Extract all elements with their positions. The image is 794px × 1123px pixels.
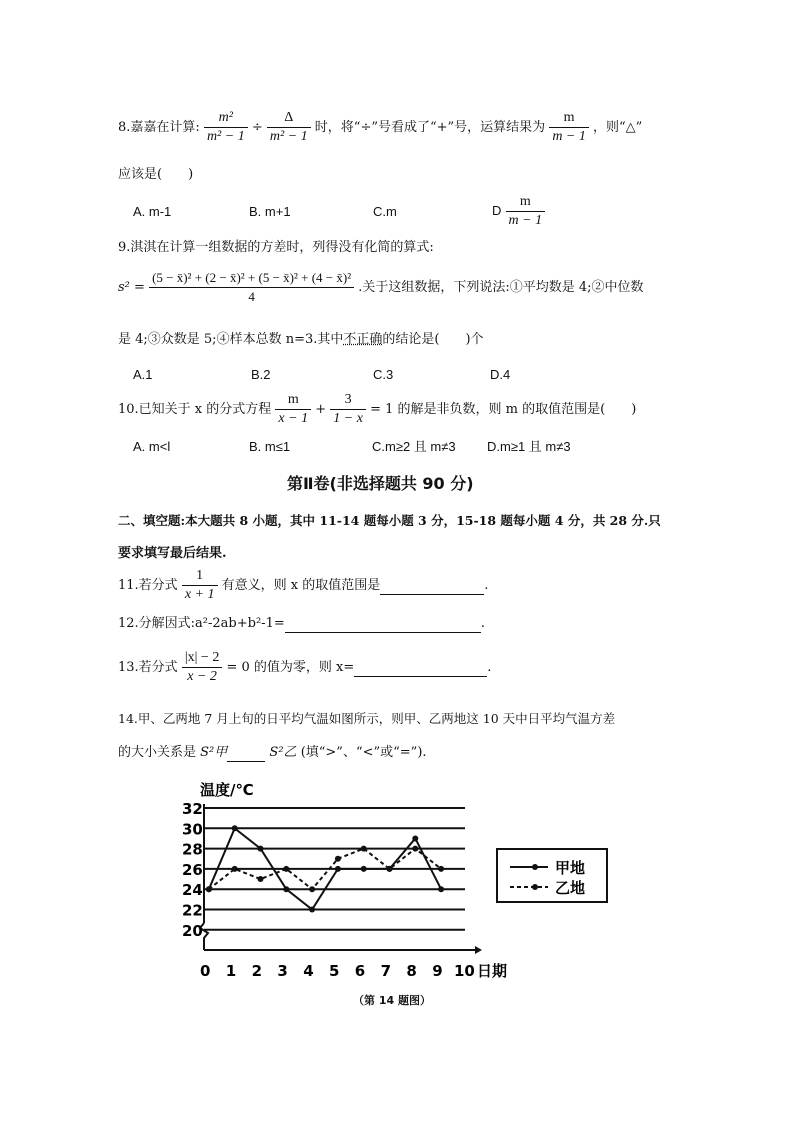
chart-ylabel: 温度/℃ <box>200 781 254 799</box>
q10-option-d: D.m≥1 且 m≠3 <box>487 439 571 454</box>
q10-option-a: A. m<l <box>133 439 171 454</box>
q12-line: 12.分解因式:a²-2ab+b²-1= . <box>118 616 485 631</box>
x-axis-arrow <box>475 946 482 954</box>
q9-line2-tail: .关于这组数据，下列说法:①平均数是 4;②中位数 <box>358 280 644 295</box>
y-tick-28: 28 <box>182 840 203 859</box>
x-tick-9: 9 <box>432 962 443 980</box>
point-jia-5 <box>309 907 315 913</box>
q12-answer-blank[interactable] <box>285 616 481 633</box>
y-tick-30: 30 <box>182 820 203 839</box>
q10-fraction-2: $\frac{3}{1 - x}$ <box>330 392 366 427</box>
q8-option-a: A. m-1 <box>133 204 172 219</box>
q9-emphasis: 不正确 <box>343 332 383 347</box>
q11-line: 11.若分式 $\frac{1}{x + 1}$ 有意义，则 x 的取值范围是 . <box>118 568 489 602</box>
q8-mid-text: 时，将“÷”号看成了“+”号，运算结果为 <box>314 120 546 135</box>
point-yi-9 <box>412 846 418 852</box>
q8-prefix: 8.嘉嘉在计算: <box>118 120 200 135</box>
q14-line2: 的大小关系是 S²甲 S²乙 (填“>”、“<”或“=”). <box>118 745 427 760</box>
q14-figure-caption: （第 14 题图） <box>353 994 431 1007</box>
q10-line1: 10.已知关于 x 的分式方程 $\frac{m}{x - 1}$ + $\frac{3}{1 - x}$ = 1 的解是非负数，则 m 的取值范围是( ) <box>118 392 637 426</box>
q8-line1 <box>118 110 642 145</box>
q8-option-c: C.m <box>373 204 397 219</box>
q9-line1: 9.淇淇在计算一组数据的方差时，列得没有化简的算式: <box>118 240 434 255</box>
point-yi-2 <box>232 866 238 872</box>
y-tick-20: 20 <box>182 921 203 940</box>
x-tick-3: 3 <box>277 962 288 980</box>
q8-option-b: B. m+1 <box>249 204 291 219</box>
y-tick-22: 22 <box>182 901 203 920</box>
x-tick-8: 8 <box>406 962 417 980</box>
x-tick-5: 5 <box>329 962 340 980</box>
q14-s-yi: S²乙 <box>269 745 297 760</box>
x-tick-4: 4 <box>303 962 314 980</box>
point-yi-5 <box>309 886 315 892</box>
point-yi-10 <box>438 866 444 872</box>
point-jia-7 <box>361 866 367 872</box>
temperature-chart <box>170 775 620 990</box>
q14-answer-blank[interactable] <box>227 745 265 762</box>
legend-label-jia: 甲地 <box>555 859 586 877</box>
q8-tail: ，则“△” <box>593 120 643 135</box>
q9-line3: 是 4;③众数是 5;④样本总数 n=3.其中不正确的结论是( )个 <box>118 332 484 347</box>
q10-tail: 的解是非负数，则 m 的取值范围是( ) <box>397 402 637 417</box>
q9-variance-fraction: $\frac{\text{(5 − x̄)² + (2 − x̄)² + (5 − x̄)² + (4 − x̄)²}}{4}$ <box>149 270 354 305</box>
x-tick-7: 7 <box>380 962 392 980</box>
q8-line2: 应该是( ) <box>118 167 194 182</box>
point-yi-7 <box>361 846 367 852</box>
chart-legend <box>497 849 607 902</box>
q8-divide-op: ÷ <box>251 120 263 135</box>
q8-option-d: D $\frac{m}{m - 1}$ <box>492 194 545 229</box>
q8-fraction-1: $\frac{\text{m²}}{\text{m² − 1}}$ <box>204 110 248 145</box>
q10-equals: = 1 <box>370 402 394 417</box>
x-tick-2: 2 <box>251 962 263 980</box>
q8-fraction-2: $\frac{\Delta}{\text{m² − 1}}$ <box>267 110 311 145</box>
point-yi-8 <box>387 866 393 872</box>
section2-title: 第Ⅱ卷(非选择题共 90 分) <box>287 474 474 493</box>
point-yi-6 <box>335 856 341 862</box>
point-jia-9 <box>412 835 418 841</box>
point-jia-10 <box>438 886 444 892</box>
q8-fraction-3: $\frac{m}{m - 1}$ <box>549 110 589 145</box>
q9-formula-line <box>118 270 644 305</box>
point-yi-1 <box>206 886 212 892</box>
q10-fraction-1: $\frac{m}{x - 1}$ <box>275 392 311 427</box>
point-yi-3 <box>258 876 264 882</box>
point-jia-4 <box>283 886 289 892</box>
point-jia-3 <box>258 846 264 852</box>
q9-option-a: A.1 <box>133 367 153 382</box>
q11-fraction: $\frac{1}{x + 1}$ <box>182 568 218 603</box>
point-yi-4 <box>283 866 289 872</box>
q13-line: 13.若分式 $\frac{|x| - 2}{x - 2}$ = 0 的值为零，则 x= . <box>118 650 492 684</box>
point-jia-2 <box>232 825 238 831</box>
section2-intro-line2: 要求填写最后结果. <box>118 546 227 561</box>
x-tick-10: 10 <box>454 962 475 980</box>
q8-option-d-fraction: $\frac{m}{m - 1}$ <box>506 194 546 229</box>
chart-xlabel: 日期 <box>477 962 508 980</box>
x-tick-1: 1 <box>225 962 237 980</box>
y-tick-32: 32 <box>182 800 203 818</box>
q9-option-b: B.2 <box>251 367 271 382</box>
q9-option-d: D.4 <box>490 367 511 382</box>
q9-option-c: C.3 <box>373 367 394 382</box>
q14-s-jia: S²甲 <box>200 745 228 760</box>
point-jia-6 <box>335 866 341 872</box>
q10-option-b: B. m≤1 <box>249 439 291 454</box>
q14-line1: 14.甲、乙两地 7 月上旬的日平均气温如图所示，则甲、乙两地这 10 天中日平均气温方差 <box>118 711 616 726</box>
q10-option-c: C.m≥2 且 m≠3 <box>372 439 456 454</box>
x-tick-6: 6 <box>354 962 366 980</box>
x-tick-0: 0 <box>200 962 211 980</box>
y-tick-26: 26 <box>182 860 203 879</box>
q9-formula-lhs: s² = <box>118 280 145 295</box>
legend-label-yi: 乙地 <box>555 879 586 897</box>
y-tick-24: 24 <box>182 881 203 900</box>
q11-answer-blank[interactable] <box>380 578 484 595</box>
q13-fraction: $\frac{|x| - 2}{x - 2}$ <box>182 650 223 685</box>
section2-intro-line1: 二、填空题:本大题共 8 小题，其中 11-14 题每小题 3 分，15-18 题每小题 4 分，共 28 分.只 <box>118 513 661 528</box>
q13-answer-blank[interactable] <box>354 660 487 677</box>
